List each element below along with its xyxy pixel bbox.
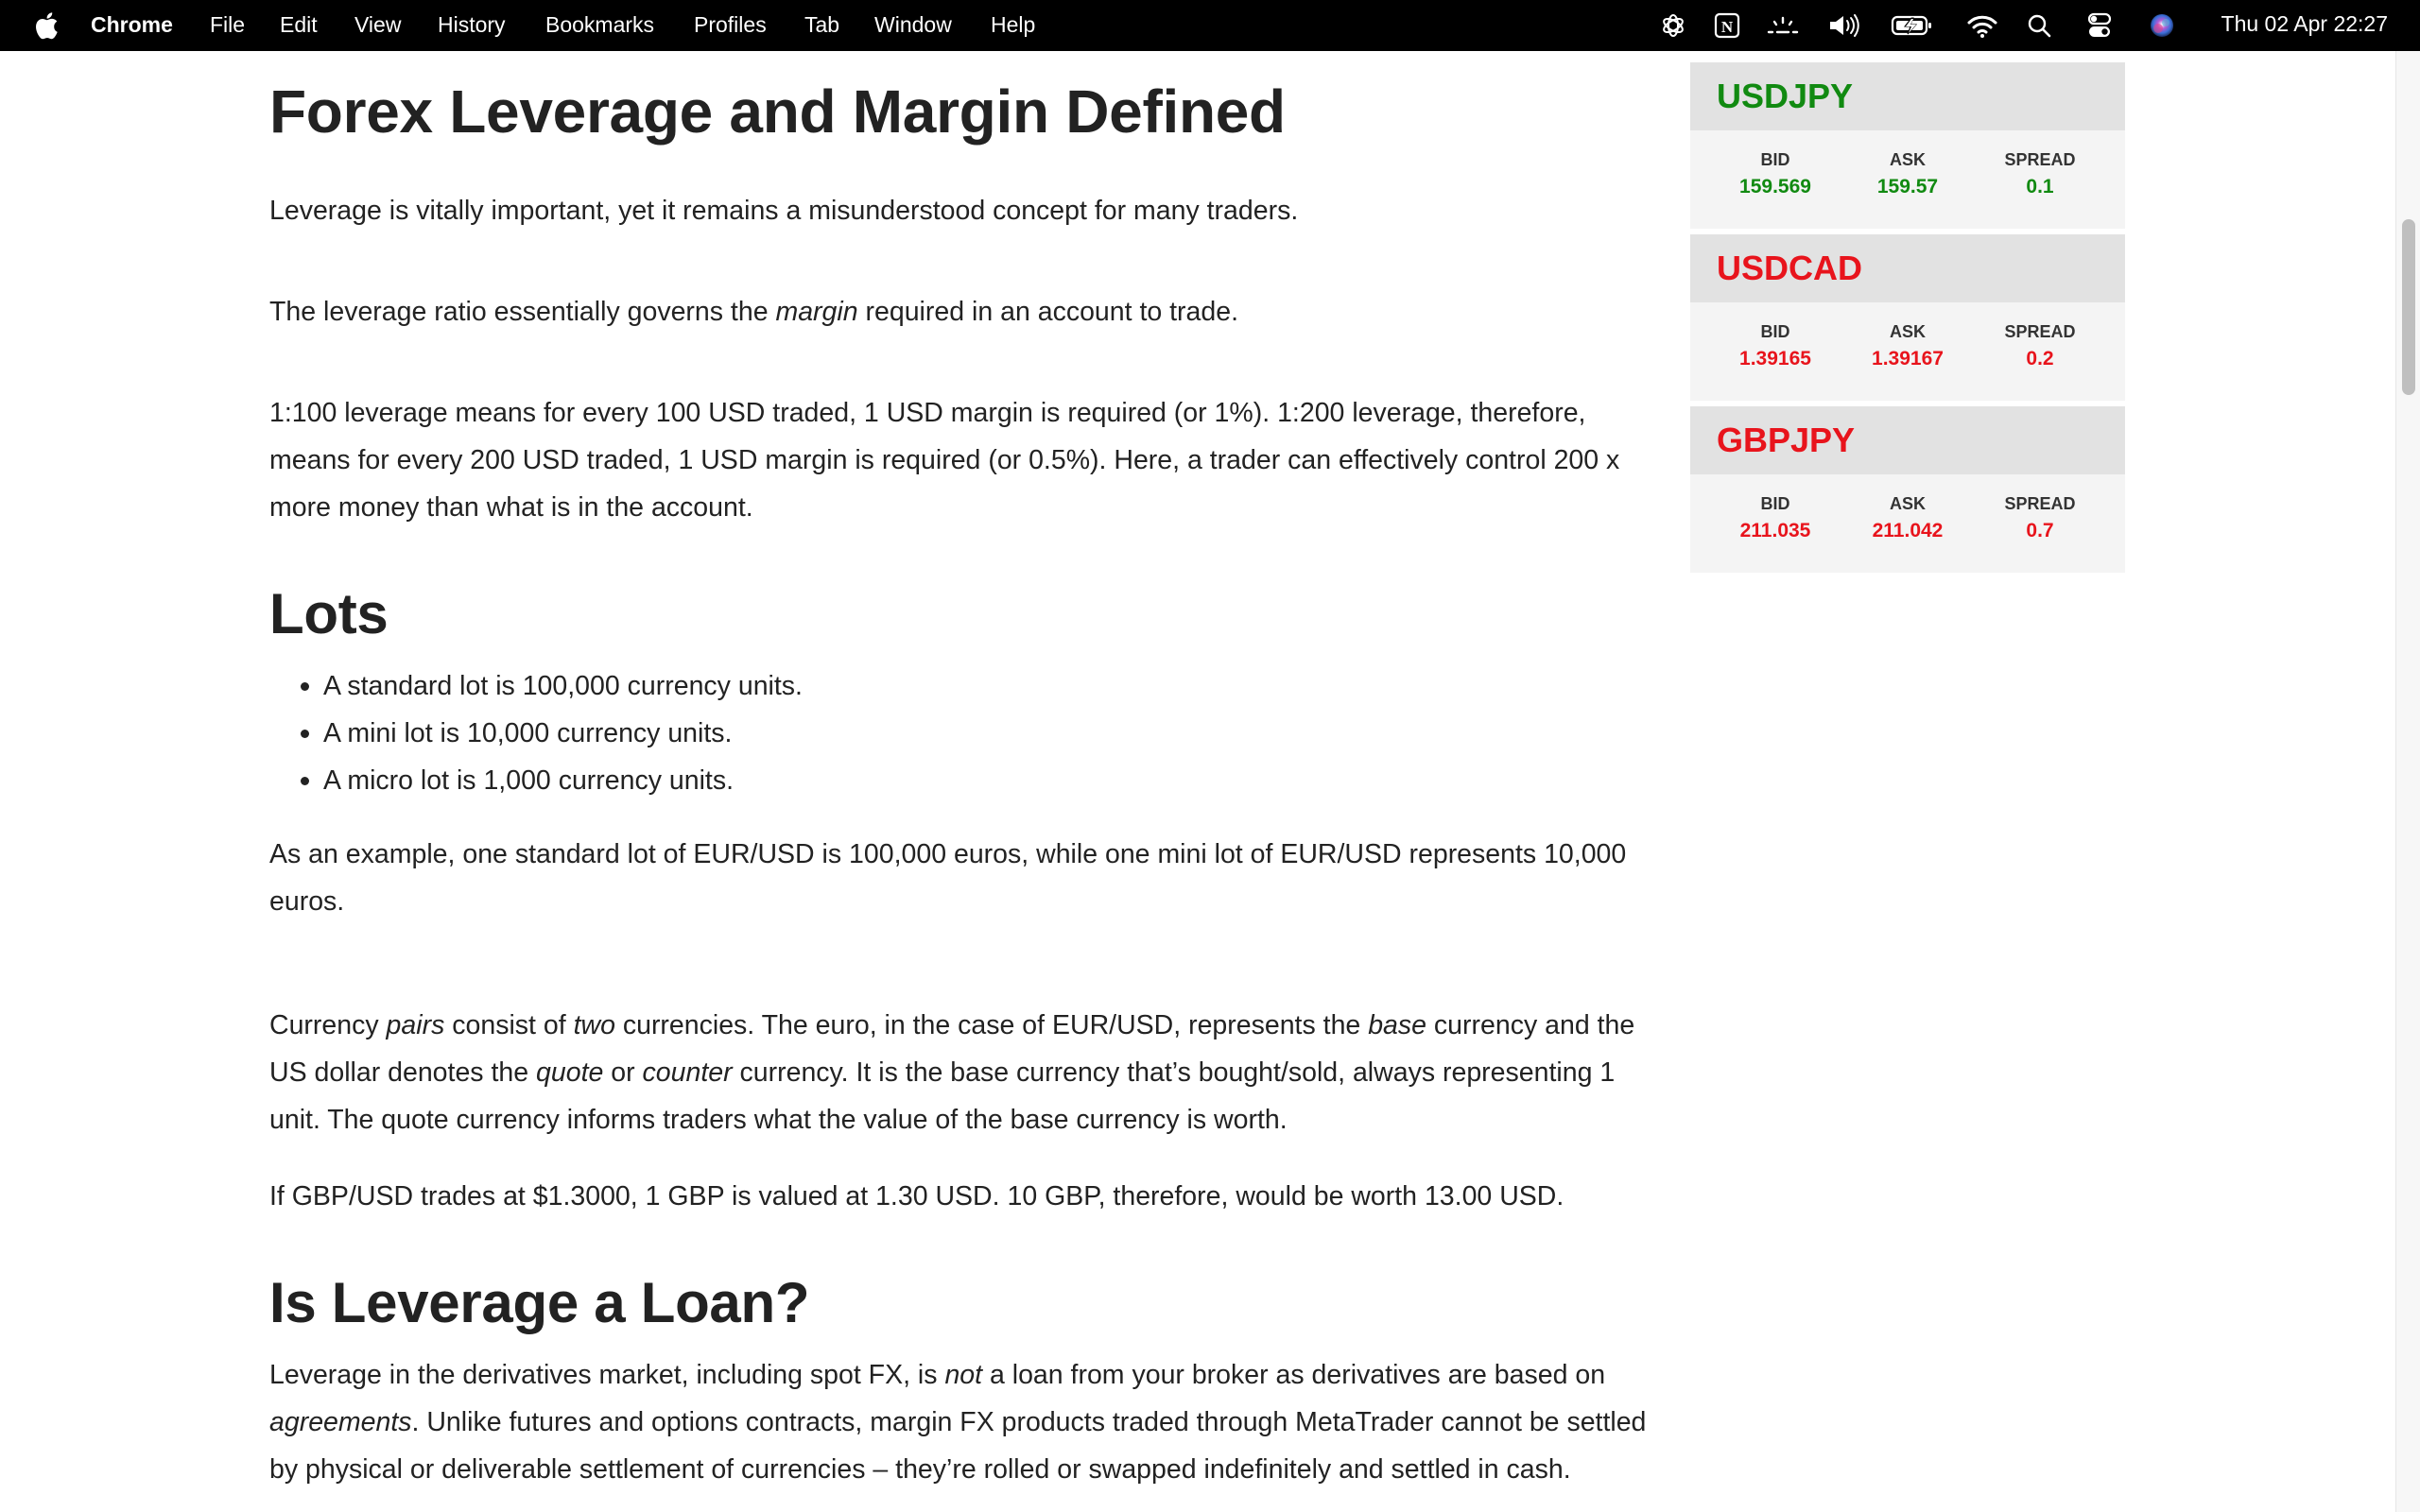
- wifi-icon[interactable]: [1966, 11, 1998, 40]
- ask-value: 159.57: [1876, 176, 1939, 198]
- spread-value: 0.2: [2026, 348, 2054, 369]
- spread-column: SPREAD 0.1: [1974, 147, 2106, 202]
- list-item: A standard lot is 100,000 currency units.: [269, 662, 803, 710]
- spread-value: 0.7: [2026, 520, 2054, 541]
- loan-heading: Is Leverage a Loan?: [269, 1271, 810, 1334]
- spread-column: SPREAD 0.2: [1974, 319, 2106, 374]
- bullet-icon: [301, 777, 309, 785]
- leverage-example-paragraph: 1:100 leverage means for every 100 USD traded, 1 USD margin is required (or 1%). 1:200 leverage, therefore, means for every 200 USD traded, 1 USD margin is required (or 0.5%). Here, a trader can effectively control 200 x more money than what is in the account.: [269, 398, 1620, 523]
- spread-column: SPREAD 0.7: [1974, 491, 2106, 546]
- menu-bookmarks[interactable]: Bookmarks: [545, 12, 655, 37]
- menu-view[interactable]: View: [354, 12, 402, 37]
- ask-value: 1.39167: [1872, 348, 1944, 369]
- bid-column: BID 1.39165: [1709, 319, 1841, 374]
- currency-pairs-paragraph: Currency pairs consist of two currencies. The euro, in the case of EUR/USD, represents the base currency and the US dollar denotes the quote or counter currency. It is the base currency that’s bought/sold, always representing 1 unit. The quote currency informs traders what the value of the base currency is worth.: [269, 1010, 1635, 1135]
- ask-column: ASK 1.39167: [1841, 319, 1974, 374]
- intro-paragraph: Leverage is vitally important, yet it remains a misunderstood concept for many traders.: [269, 196, 1299, 226]
- pair-symbol: USDJPY: [1690, 62, 2125, 130]
- lots-list: [269, 662, 803, 804]
- bullet-icon: [301, 682, 309, 691]
- bid-value: 211.035: [1739, 520, 1811, 541]
- brightness-icon[interactable]: [1766, 11, 1800, 40]
- bid-column: BID 159.569: [1709, 147, 1841, 202]
- apple-logo-icon[interactable]: [32, 10, 59, 41]
- spread-value: 0.1: [2026, 176, 2054, 198]
- pair-symbol: GBPJPY: [1690, 406, 2125, 474]
- scrollbar-thumb[interactable]: [2402, 219, 2415, 395]
- menu-history[interactable]: History: [438, 12, 506, 37]
- bid-column: BID 211.035: [1709, 491, 1841, 546]
- list-item: A micro lot is 1,000 currency units.: [269, 757, 803, 804]
- article-title: Forex Leverage and Margin Defined: [269, 77, 1286, 146]
- quote-card-gbpjpy[interactable]: [1690, 406, 2125, 573]
- lots-heading: Lots: [269, 582, 389, 645]
- menu-file[interactable]: File: [210, 12, 246, 37]
- list-item: A mini lot is 10,000 currency units.: [269, 710, 803, 757]
- bid-value: 1.39165: [1739, 348, 1811, 369]
- menu-edit[interactable]: Edit: [280, 12, 318, 37]
- gbpusd-example-paragraph: If GBP/USD trades at $1.3000, 1 GBP is valued at 1.30 USD. 10 GBP, therefore, would be worth 13.00 USD.: [269, 1181, 1564, 1211]
- quote-card-usdcad[interactable]: [1690, 234, 2125, 401]
- chatgpt-icon[interactable]: [1658, 11, 1688, 40]
- pair-symbol: USDCAD: [1690, 234, 2125, 302]
- bullet-icon: [301, 730, 309, 738]
- menu-help[interactable]: Help: [991, 12, 1036, 37]
- battery-charging-icon: [1891, 11, 1934, 40]
- menubar-clock[interactable]: Thu 02 Apr 22:27: [2221, 11, 2388, 36]
- menu-app-chrome[interactable]: Chrome: [91, 12, 173, 37]
- svg-text:N: N: [1720, 18, 1734, 36]
- page-scrollbar[interactable]: [2395, 51, 2420, 1512]
- control-center-icon[interactable]: [2085, 11, 2114, 40]
- forex-quotes-widget: [1690, 62, 2125, 578]
- menu-window[interactable]: Window: [874, 12, 952, 37]
- siri-icon[interactable]: [2148, 11, 2176, 40]
- spotlight-search-icon[interactable]: [2026, 11, 2052, 40]
- menu-tab[interactable]: Tab: [804, 12, 840, 37]
- quote-card-usdjpy[interactable]: [1690, 62, 2125, 229]
- bid-value: 159.569: [1739, 176, 1811, 198]
- macos-menubar: [0, 0, 2420, 51]
- eurusd-example-paragraph: As an example, one standard lot of EUR/USD is 100,000 euros, while one mini lot of EUR/USD represents 10,000 euros.: [269, 839, 1627, 917]
- leverage-ratio-paragraph: The leverage ratio essentially governs the margin required in an account to trade.: [269, 297, 1239, 327]
- leverage-loan-paragraph: Leverage in the derivatives market, including spot FX, is not a loan from your broker as derivatives are based on agreements. Unlike futures and options contracts, margin FX products traded through MetaTrader cannot be settled by physical or deliverable settlement of currencies – they’re rolled or swapped indefinitely and settled in cash.: [269, 1360, 1647, 1485]
- menu-profiles[interactable]: Profiles: [694, 12, 767, 37]
- ask-column: ASK 211.042: [1841, 491, 1974, 546]
- notion-icon[interactable]: [1713, 11, 1741, 40]
- ask-column: ASK 159.57: [1841, 147, 1974, 202]
- ask-value: 211.042: [1872, 520, 1944, 541]
- volume-icon[interactable]: [1826, 11, 1862, 40]
